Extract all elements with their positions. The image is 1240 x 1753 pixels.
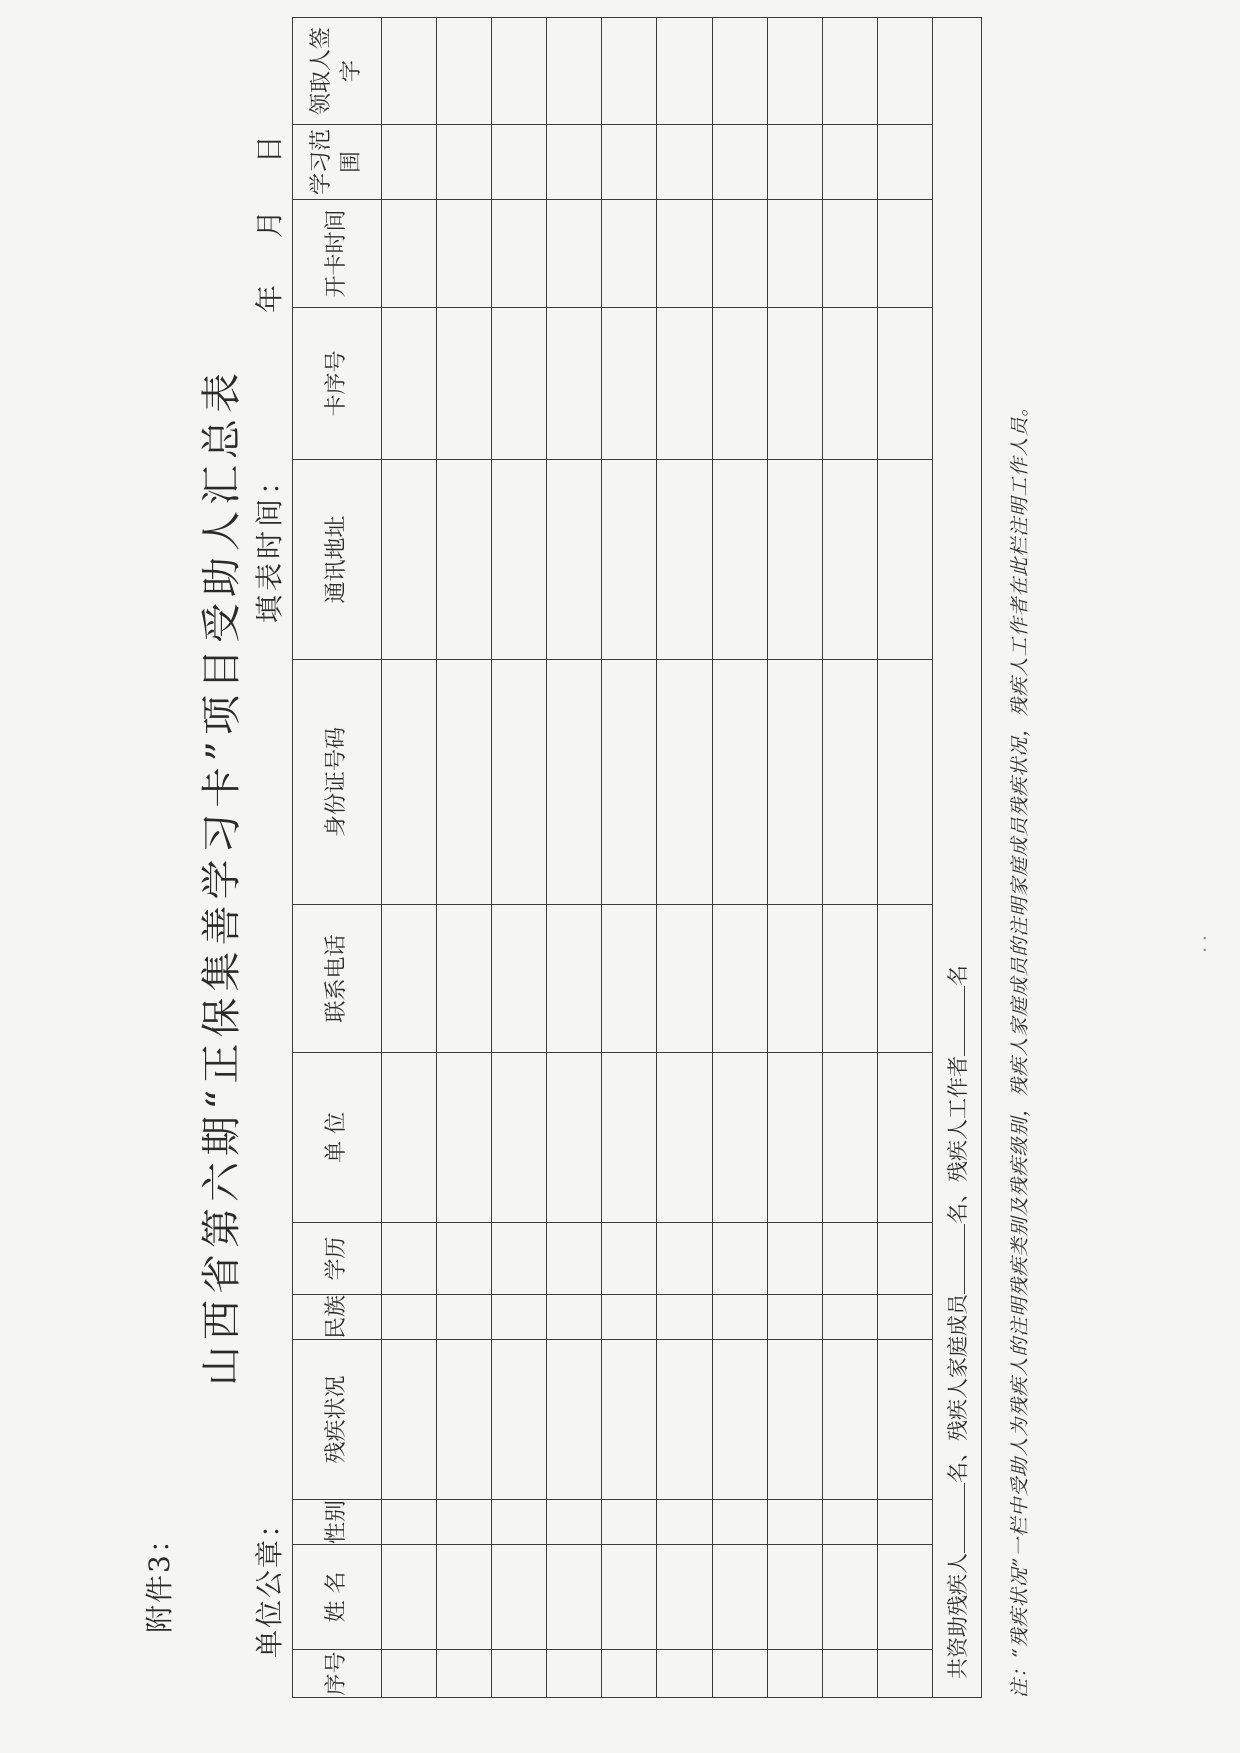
- table-cell[interactable]: [547, 1650, 602, 1698]
- table-cell[interactable]: [437, 1650, 492, 1698]
- table-cell[interactable]: [492, 905, 547, 1053]
- table-cell[interactable]: [547, 125, 602, 200]
- header-name: 姓 名: [293, 1545, 382, 1650]
- table-cell[interactable]: [437, 905, 492, 1053]
- table-cell[interactable]: [822, 460, 877, 660]
- header-card-number: 卡序号: [293, 308, 382, 460]
- footer-suffix: 名: [946, 965, 970, 986]
- table-cell[interactable]: [822, 1223, 877, 1295]
- table-cell[interactable]: [602, 1223, 657, 1295]
- table-cell[interactable]: [712, 460, 767, 660]
- header-disability: 残疾状况: [293, 1340, 382, 1500]
- table-cell[interactable]: [767, 1295, 822, 1340]
- table-cell[interactable]: [712, 1545, 767, 1650]
- table-cell[interactable]: [877, 1295, 932, 1340]
- table-cell[interactable]: [822, 308, 877, 460]
- table-cell[interactable]: [822, 125, 877, 200]
- header-row: [293, 18, 382, 1698]
- table-cell[interactable]: [547, 1295, 602, 1340]
- table-cell[interactable]: [437, 1545, 492, 1650]
- table-cell[interactable]: [712, 1500, 767, 1545]
- fill-date-label: 填表时间：: [253, 462, 286, 623]
- table-cell[interactable]: [547, 905, 602, 1053]
- table-cell[interactable]: [767, 1650, 822, 1698]
- table-cell[interactable]: [767, 1545, 822, 1650]
- table-cell[interactable]: [822, 1650, 877, 1698]
- table-cell[interactable]: [657, 1295, 712, 1340]
- table-cell[interactable]: [602, 905, 657, 1053]
- table-cell[interactable]: [382, 1295, 437, 1340]
- header-unit: 单 位: [293, 1053, 382, 1223]
- header-address: 通讯地址: [293, 460, 382, 660]
- table-cell[interactable]: [657, 460, 712, 660]
- footnote: 注：“残疾状况”一栏中受助人为残疾人的注明残疾类别及残疾级别，残疾人家庭成员的注明家庭成员残疾状况，残疾人工作者在此栏注明工作人员。: [1009, 396, 1031, 1698]
- table-cell[interactable]: [712, 1295, 767, 1340]
- table-cell[interactable]: [877, 18, 932, 125]
- table-row: [547, 18, 602, 1698]
- table-cell[interactable]: [767, 308, 822, 460]
- table-cell[interactable]: [822, 1053, 877, 1223]
- table-cell[interactable]: [602, 660, 657, 905]
- table-cell[interactable]: [712, 1223, 767, 1295]
- table-cell[interactable]: [877, 1053, 932, 1223]
- table-cell[interactable]: [822, 18, 877, 125]
- table-cell[interactable]: [712, 200, 767, 308]
- footer-middle1: 名、残疾人家庭成员: [946, 1294, 970, 1483]
- table-cell[interactable]: [657, 1223, 712, 1295]
- table-row: [437, 18, 492, 1698]
- table-cell[interactable]: [712, 308, 767, 460]
- table-cell[interactable]: [492, 1053, 547, 1223]
- header-ethnicity: 民族: [293, 1295, 382, 1340]
- table-cell[interactable]: [657, 660, 712, 905]
- table-cell[interactable]: [657, 308, 712, 460]
- table-cell[interactable]: [877, 1340, 932, 1500]
- table-cell[interactable]: [492, 1545, 547, 1650]
- blank-worker-count[interactable]: [944, 986, 965, 1056]
- table-cell[interactable]: [547, 1500, 602, 1545]
- table-cell[interactable]: [657, 905, 712, 1053]
- table-cell[interactable]: [767, 1223, 822, 1295]
- table-cell[interactable]: [437, 1223, 492, 1295]
- table-row: [657, 18, 712, 1698]
- table-row: [602, 18, 657, 1698]
- unit-seal-label: 单位公章：: [253, 1507, 286, 1658]
- table-cell[interactable]: [547, 460, 602, 660]
- table-cell[interactable]: [877, 1500, 932, 1545]
- table-cell[interactable]: [657, 1500, 712, 1545]
- table-row: [382, 18, 437, 1698]
- table-cell[interactable]: [492, 1223, 547, 1295]
- table-cell[interactable]: [547, 1053, 602, 1223]
- table-cell[interactable]: [602, 1295, 657, 1340]
- attachment-label: 附件3：: [143, 1523, 176, 1633]
- table-row: [822, 18, 877, 1698]
- header-education: 学历: [293, 1223, 382, 1295]
- table-cell[interactable]: [492, 1500, 547, 1545]
- footer-row: [933, 18, 982, 1698]
- table-cell[interactable]: [602, 460, 657, 660]
- table-cell[interactable]: [602, 125, 657, 200]
- table-cell[interactable]: [547, 1340, 602, 1500]
- table-cell[interactable]: [657, 1650, 712, 1698]
- table-cell[interactable]: [437, 200, 492, 308]
- table-cell[interactable]: [602, 308, 657, 460]
- table-row: [877, 18, 932, 1698]
- table-cell[interactable]: [822, 660, 877, 905]
- date-fields: 年 月 日: [253, 135, 286, 313]
- table-cell[interactable]: [602, 1500, 657, 1545]
- header-study-scope: 学习范围: [293, 125, 382, 200]
- table-cell[interactable]: [602, 1340, 657, 1500]
- table-cell[interactable]: [382, 200, 437, 308]
- table-cell[interactable]: [877, 460, 932, 660]
- blank-family-count[interactable]: [944, 1224, 965, 1294]
- page-title: 山西省第六期“正保集善学习卡”项目受助人汇总表: [199, 367, 245, 1386]
- table-cell[interactable]: [492, 460, 547, 660]
- table-cell[interactable]: [437, 125, 492, 200]
- table-cell[interactable]: [657, 1053, 712, 1223]
- table-cell[interactable]: [877, 1223, 932, 1295]
- table-cell[interactable]: [767, 1340, 822, 1500]
- table-cell[interactable]: [657, 1340, 712, 1500]
- table-cell[interactable]: [492, 200, 547, 308]
- table-cell[interactable]: [382, 18, 437, 125]
- table-cell[interactable]: [437, 1340, 492, 1500]
- table-cell[interactable]: [657, 200, 712, 308]
- table-cell[interactable]: [602, 200, 657, 308]
- footer-middle2: 名、残疾人工作者: [946, 1056, 970, 1224]
- table-cell[interactable]: [382, 1650, 437, 1698]
- table-cell[interactable]: [437, 1295, 492, 1340]
- table-cell[interactable]: [437, 1053, 492, 1223]
- table-cell[interactable]: [437, 308, 492, 460]
- recipient-summary-table: [292, 17, 982, 1698]
- table-cell[interactable]: [602, 1545, 657, 1650]
- table-cell[interactable]: [877, 200, 932, 308]
- table-cell[interactable]: [712, 1053, 767, 1223]
- table-cell[interactable]: [547, 1545, 602, 1650]
- table-cell[interactable]: [767, 460, 822, 660]
- table-cell[interactable]: [712, 18, 767, 125]
- scan-mark: ⋅ ⋅: [1195, 934, 1216, 953]
- table-cell[interactable]: [437, 460, 492, 660]
- table-cell[interactable]: [767, 905, 822, 1053]
- table-cell[interactable]: [877, 125, 932, 200]
- table-cell[interactable]: [822, 1295, 877, 1340]
- table-cell[interactable]: [657, 1545, 712, 1650]
- table-cell[interactable]: [822, 905, 877, 1053]
- table-cell[interactable]: [437, 1500, 492, 1545]
- header-open-date: 开卡时间: [293, 200, 382, 308]
- footer-summary: [933, 18, 982, 1698]
- table-cell[interactable]: [382, 1223, 437, 1295]
- table-cell[interactable]: [822, 1340, 877, 1500]
- table-cell[interactable]: [602, 1053, 657, 1223]
- table-cell[interactable]: [767, 1500, 822, 1545]
- table-cell[interactable]: [437, 660, 492, 905]
- table-cell[interactable]: [492, 1340, 547, 1500]
- table-cell[interactable]: [492, 18, 547, 125]
- table-cell[interactable]: [382, 460, 437, 660]
- table-row: [492, 18, 547, 1698]
- table-cell[interactable]: [877, 660, 932, 905]
- table-cell[interactable]: [547, 308, 602, 460]
- table-cell[interactable]: [547, 18, 602, 125]
- table-cell[interactable]: [492, 1295, 547, 1340]
- table-cell[interactable]: [712, 1340, 767, 1500]
- table-cell[interactable]: [767, 1053, 822, 1223]
- table-cell[interactable]: [877, 308, 932, 460]
- table-cell[interactable]: [492, 1650, 547, 1698]
- table-cell[interactable]: [657, 18, 712, 125]
- blank-disabled-count[interactable]: [944, 1483, 965, 1553]
- table-cell[interactable]: [382, 1545, 437, 1650]
- table-cell[interactable]: [602, 18, 657, 125]
- table-cell[interactable]: [492, 660, 547, 905]
- header-signature: 领取人签字: [293, 18, 382, 125]
- table-cell[interactable]: [767, 200, 822, 308]
- table-cell[interactable]: [712, 660, 767, 905]
- header-seq: 序号: [293, 1650, 382, 1698]
- header-id-number: 身份证号码: [293, 660, 382, 905]
- table-cell[interactable]: [547, 660, 602, 905]
- table-cell[interactable]: [712, 1650, 767, 1698]
- table-cell[interactable]: [822, 1545, 877, 1650]
- header-gender: 性别: [293, 1500, 382, 1545]
- table-cell[interactable]: [877, 1545, 932, 1650]
- table-cell[interactable]: [602, 1650, 657, 1698]
- table-cell[interactable]: [767, 125, 822, 200]
- table-cell[interactable]: [492, 125, 547, 200]
- table-row: [767, 18, 822, 1698]
- table-cell[interactable]: [547, 200, 602, 308]
- table-cell[interactable]: [822, 200, 877, 308]
- table-cell[interactable]: [382, 125, 437, 200]
- table-cell[interactable]: [877, 1650, 932, 1698]
- table-cell[interactable]: [382, 660, 437, 905]
- table-cell[interactable]: [382, 308, 437, 460]
- table-cell[interactable]: [877, 905, 932, 1053]
- table-row: [712, 18, 767, 1698]
- table-cell[interactable]: [822, 1500, 877, 1545]
- table-cell[interactable]: [712, 905, 767, 1053]
- table-cell[interactable]: [767, 18, 822, 125]
- footer-prefix: 共资助残疾人: [946, 1553, 970, 1679]
- table-cell[interactable]: [767, 660, 822, 905]
- table-cell[interactable]: [657, 125, 712, 200]
- table-cell[interactable]: [382, 1340, 437, 1500]
- table-cell[interactable]: [547, 1223, 602, 1295]
- header-phone: 联系电话: [293, 905, 382, 1053]
- table-cell[interactable]: [382, 1500, 437, 1545]
- table-cell[interactable]: [437, 18, 492, 125]
- table-cell[interactable]: [382, 1053, 437, 1223]
- table-cell[interactable]: [382, 905, 437, 1053]
- table-cell[interactable]: [492, 308, 547, 460]
- table-cell[interactable]: [712, 125, 767, 200]
